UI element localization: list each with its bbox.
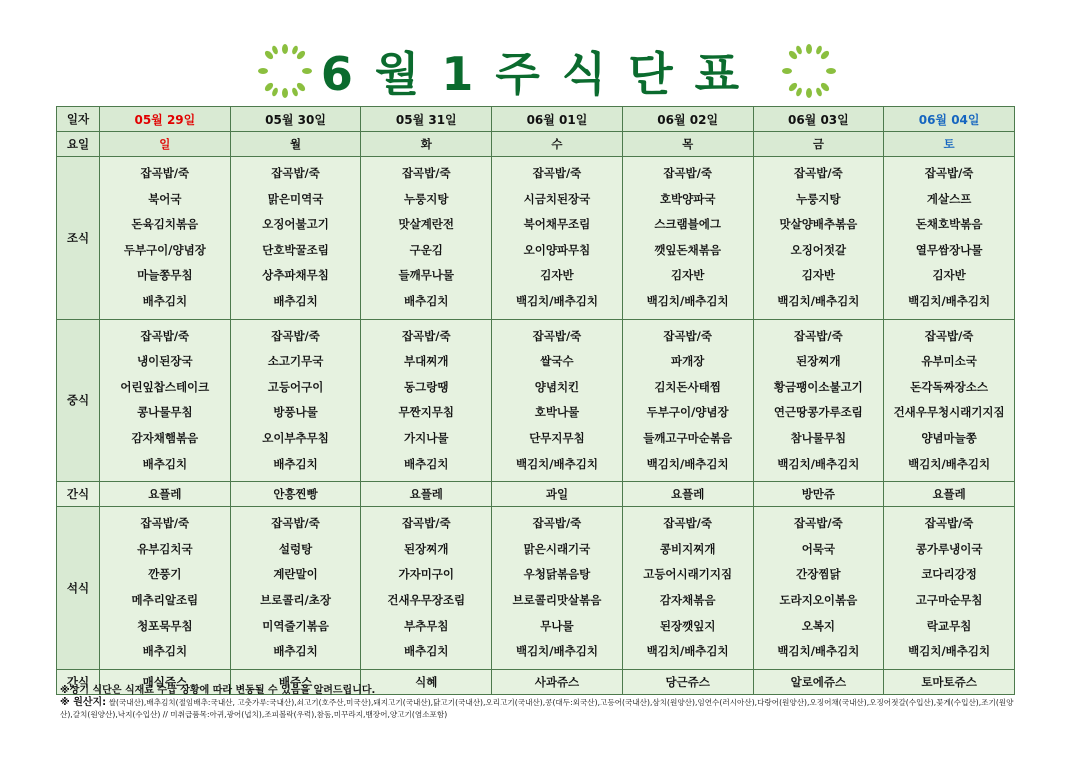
breakfast-day-cell bbox=[492, 157, 623, 320]
menu-item: 배추김치 bbox=[142, 456, 188, 471]
day-cell: 수 bbox=[492, 132, 623, 157]
date-cell: 05월 31일 bbox=[361, 107, 492, 132]
menu-item: 잡곡밥/죽 bbox=[401, 328, 451, 343]
date-cell: 06월 01일 bbox=[492, 107, 623, 132]
menu-item: 백김치/배추김치 bbox=[646, 293, 729, 308]
title-char: 표 bbox=[694, 47, 750, 101]
menu-item: 감자채햄볶음 bbox=[131, 430, 199, 445]
menu-item: 건새우무장조림 bbox=[387, 592, 466, 607]
menu-item: 잡곡밥/죽 bbox=[924, 166, 974, 180]
menu-item: 김자반 bbox=[801, 268, 836, 283]
snack-cell: 식혜 bbox=[361, 669, 492, 694]
menu-item: 잡곡밥/죽 bbox=[271, 166, 320, 180]
menu-item: 콩비지찌개 bbox=[659, 541, 716, 556]
menu-item: 단무지무침 bbox=[529, 430, 585, 445]
snack-cell: 방만쥬 bbox=[753, 482, 884, 507]
menu-item: 무짠지무침 bbox=[398, 405, 455, 420]
snack-cell: 사과쥬스 bbox=[492, 669, 623, 694]
menu-item: 누룽지탕 bbox=[404, 191, 449, 206]
menu-item: 잡곡밥/죽 bbox=[140, 516, 190, 531]
day-row bbox=[57, 132, 1015, 157]
day-cell: 금 bbox=[753, 132, 884, 157]
menu-item: 잡곡밥/죽 bbox=[924, 516, 974, 531]
lunch-row bbox=[57, 319, 1015, 482]
lunch-day-cell bbox=[753, 319, 884, 482]
menu-item: 고구마순무침 bbox=[915, 592, 983, 607]
menu-item: 백김치/배추김치 bbox=[777, 644, 860, 659]
lunch-day-cell bbox=[230, 319, 361, 482]
menu-item: 백김치/배추김치 bbox=[908, 644, 991, 659]
menu-item: 설렁탕 bbox=[278, 541, 313, 556]
menu-item: 백김치/배추김치 bbox=[646, 644, 729, 659]
menu-item: 김자반 bbox=[671, 268, 705, 283]
menu-item: 메추리알조림 bbox=[131, 592, 199, 607]
breakfast-day-cell bbox=[230, 157, 361, 320]
menu-item: 배추김치 bbox=[142, 644, 188, 659]
snack-label: 간식 bbox=[57, 482, 100, 507]
menu-item: 미역줄기볶음 bbox=[262, 618, 329, 633]
menu-item: 북어국 bbox=[148, 191, 182, 206]
menu-item: 백김치/배추김치 bbox=[646, 456, 729, 471]
menu-item: 된장찌개 bbox=[796, 354, 841, 369]
date-cell: 05월 30일 bbox=[230, 107, 361, 132]
menu-item: 유부미소국 bbox=[921, 354, 977, 369]
menu-item: 김치돈사태찜 bbox=[654, 379, 721, 394]
page-title bbox=[0, 38, 1070, 104]
lunch-day-cell bbox=[884, 319, 1015, 482]
menu-item: 간장찜닭 bbox=[796, 567, 841, 582]
menu-item: 백김치/배추김치 bbox=[908, 293, 991, 308]
menu-item: 맛살양배추볶음 bbox=[779, 217, 858, 232]
date-row bbox=[57, 107, 1015, 132]
menu-item: 백김치/배추김치 bbox=[515, 293, 598, 308]
dinner-day-cell bbox=[230, 507, 361, 670]
menu-item: 콩나물무침 bbox=[137, 405, 193, 420]
menu-item: 우청닭볶음탕 bbox=[523, 567, 591, 582]
menu-item: 락교무침 bbox=[926, 618, 972, 633]
menu-item: 잡곡밥/죽 bbox=[401, 166, 451, 180]
dinner-day-cell bbox=[100, 507, 231, 670]
menu-item: 브로콜리맛살볶음 bbox=[512, 592, 602, 607]
menu-item: 오이부추무침 bbox=[262, 430, 329, 445]
snack-cell: 요플레 bbox=[361, 482, 492, 507]
menu-item: 황금팽이소불고기 bbox=[773, 379, 863, 394]
menu-item: 백김치/배추김치 bbox=[515, 644, 598, 659]
menu-item: 파개장 bbox=[671, 354, 705, 369]
breakfast-row bbox=[57, 157, 1015, 320]
menu-item: 잡곡밥/죽 bbox=[271, 328, 320, 343]
day-cell: 토 bbox=[884, 132, 1015, 157]
menu-item: 잡곡밥/죽 bbox=[532, 166, 582, 180]
menu-item: 호박나물 bbox=[534, 405, 580, 420]
origin-text bbox=[60, 697, 1020, 721]
menu-item: 시금치된장국 bbox=[523, 191, 591, 206]
menu-item: 고등어시래기지짐 bbox=[643, 567, 733, 582]
dinner-day-cell bbox=[492, 507, 623, 670]
menu-item: 브로콜리/초장 bbox=[260, 592, 331, 607]
snack-cell: 토마토쥬스 bbox=[884, 669, 1015, 694]
menu-item: 김자반 bbox=[932, 268, 966, 283]
snack-cell: 요플레 bbox=[884, 482, 1015, 507]
menu-item: 가지나물 bbox=[404, 430, 449, 445]
snack-cell: 배쥬스 bbox=[230, 669, 361, 694]
date-cell: 06월 04일 bbox=[884, 107, 1015, 132]
menu-item: 깐풍기 bbox=[148, 567, 182, 582]
menu-item: 호박양파국 bbox=[659, 191, 716, 206]
title-char: 월 bbox=[374, 47, 430, 101]
menu-item: 된장찌개 bbox=[404, 541, 449, 556]
menu-item: 잡곡밥/죽 bbox=[140, 328, 190, 343]
dinner-label: 석식 bbox=[57, 507, 100, 670]
day-cell: 화 bbox=[361, 132, 492, 157]
notice-text: ※상기 식단은 식재료 수급 상황에 따라 변동될 수 있음을 알려드립니다. bbox=[60, 685, 376, 696]
menu-item: 오징어불고기 bbox=[262, 217, 329, 232]
dinner-day-cell bbox=[753, 507, 884, 670]
menu-item: 돈육김치볶음 bbox=[131, 217, 199, 232]
menu-item: 어린잎찹스테이크 bbox=[120, 379, 210, 394]
menu-item: 잡곡밥/죽 bbox=[532, 328, 582, 343]
date-cell: 05월 29일 bbox=[100, 107, 231, 132]
menu-item: 북어채무조림 bbox=[523, 217, 591, 232]
lunch-label: 중식 bbox=[57, 319, 100, 482]
snack-cell: 안흥찐빵 bbox=[230, 482, 361, 507]
snack-cell: 과일 bbox=[492, 482, 623, 507]
snack-cell: 매실쥬스 bbox=[100, 669, 231, 694]
menu-item: 잡곡밥/죽 bbox=[140, 166, 190, 180]
menu-item: 오복지 bbox=[801, 618, 836, 633]
menu-item: 깻잎돈채볶음 bbox=[654, 242, 721, 257]
menu-item: 배추김치 bbox=[273, 644, 318, 659]
menu-item: 마늘쫑무침 bbox=[137, 268, 193, 283]
menu-item: 잡곡밥/죽 bbox=[271, 516, 320, 531]
menu-item: 유부김치국 bbox=[137, 541, 193, 556]
menu-item: 감자채볶음 bbox=[659, 592, 716, 607]
snack-cell: 당근쥬스 bbox=[622, 669, 753, 694]
menu-item: 돈각독짜장소스 bbox=[910, 379, 988, 394]
breakfast-day-cell bbox=[622, 157, 753, 320]
menu-item: 부대찌개 bbox=[404, 354, 449, 369]
menu-item: 동그랑땡 bbox=[404, 379, 449, 394]
menu-item: 두부구이/양념장 bbox=[646, 405, 729, 420]
lunch-day-cell bbox=[492, 319, 623, 482]
origin-detail: 쌀(국내산),배추김치(절임배추:국내산, 고춧가루:국내산),쇠고기(호주산,미국산),돼지고기(국내산),닭고기(국내산),오리고기(국내산),콩(대두:외국산),고등어(국내산),삼치(원양산),임연수(러시아산),다랑어(원양산),오징어채(국내산),오징어젓갈(수입산),꽃게(수입산),조기(원양산),갈치(원양산),낙지(수입산) // 미취급품목:아귀,광어(넙치),조피볼락(우럭),참돔,미꾸라지,뱀장어,양고기(염소포함) bbox=[60, 698, 1014, 719]
breakfast-day-cell bbox=[100, 157, 231, 320]
menu-item: 어묵국 bbox=[801, 541, 836, 556]
dinner-day-cell bbox=[361, 507, 492, 670]
notes bbox=[60, 684, 1020, 721]
menu-item: 잡곡밥/죽 bbox=[794, 516, 843, 531]
menu-item: 배추김치 bbox=[404, 456, 449, 471]
day-cell: 일 bbox=[100, 132, 231, 157]
menu-item: 부추무침 bbox=[404, 618, 449, 633]
menu-item: 게살스프 bbox=[926, 191, 972, 206]
menu-item: 배추김치 bbox=[404, 644, 449, 659]
menu-item: 맛살계란전 bbox=[398, 217, 455, 232]
menu-item: 오이양파무침 bbox=[523, 242, 591, 257]
menu-item: 가자미구이 bbox=[398, 567, 455, 582]
lunch-day-cell bbox=[622, 319, 753, 482]
snack-cell: 요플레 bbox=[100, 482, 231, 507]
menu-item: 배추김치 bbox=[142, 293, 188, 308]
day-label: 요일 bbox=[57, 132, 100, 157]
title-char: 식 bbox=[561, 47, 617, 101]
menu-item: 연근땅콩가루조림 bbox=[773, 405, 863, 420]
menu-item: 돈채호박볶음 bbox=[915, 217, 983, 232]
title-char: 6 bbox=[320, 47, 363, 101]
breakfast-day-cell bbox=[361, 157, 492, 320]
breakfast-day-cell bbox=[753, 157, 884, 320]
lunch-day-cell bbox=[100, 319, 231, 482]
weekly-menu-table bbox=[56, 106, 1015, 695]
menu-item: 냉이된장국 bbox=[137, 354, 193, 369]
menu-item: 잡곡밥/죽 bbox=[794, 166, 843, 180]
menu-item: 참나물무침 bbox=[790, 430, 847, 445]
menu-item: 잡곡밥/죽 bbox=[532, 516, 582, 531]
menu-item: 계란말이 bbox=[273, 567, 318, 582]
menu-item: 배추김치 bbox=[273, 293, 318, 308]
menu-item: 백김치/배추김치 bbox=[515, 456, 598, 471]
snack-label: 간식 bbox=[57, 669, 100, 694]
title-char: 단 bbox=[628, 47, 683, 101]
snack-cell: 알로에쥬스 bbox=[753, 669, 884, 694]
menu-item: 소고기무국 bbox=[267, 354, 324, 369]
day-cell: 목 bbox=[622, 132, 753, 157]
menu-item: 들깨고구마순볶음 bbox=[643, 430, 733, 445]
menu-item: 양념마늘쫑 bbox=[921, 430, 977, 445]
menu-item: 잡곡밥/죽 bbox=[663, 328, 712, 343]
title-char: 1 bbox=[441, 47, 484, 101]
menu-item: 배추김치 bbox=[273, 456, 318, 471]
menu-item: 오징어젓갈 bbox=[790, 242, 847, 257]
menu-item: 단호박꿀조림 bbox=[262, 242, 329, 257]
menu-item: 상추파채무침 bbox=[262, 268, 329, 283]
menu-item: 쌀국수 bbox=[540, 354, 574, 369]
origin-tag: ※ 원산지: bbox=[60, 697, 107, 708]
menu-item: 된장깻잎지 bbox=[659, 618, 716, 633]
menu-item: 고등어구이 bbox=[267, 379, 324, 394]
snack-cell: 요플레 bbox=[622, 482, 753, 507]
menu-item: 배추김치 bbox=[404, 293, 449, 308]
menu-item: 양념치킨 bbox=[534, 379, 580, 394]
menu-item: 누룽지탕 bbox=[796, 191, 841, 206]
lunch-day-cell bbox=[361, 319, 492, 482]
menu-item: 잡곡밥/죽 bbox=[924, 328, 974, 343]
menu-item: 코다리강정 bbox=[921, 567, 977, 582]
menu-item: 김자반 bbox=[540, 268, 574, 283]
menu-item: 구운김 bbox=[409, 242, 443, 257]
date-cell: 06월 02일 bbox=[622, 107, 753, 132]
menu-item: 잡곡밥/죽 bbox=[663, 166, 712, 180]
day-cell: 월 bbox=[230, 132, 361, 157]
menu-item: 청포묵무침 bbox=[137, 618, 193, 633]
menu-item: 스크램블에그 bbox=[654, 217, 721, 232]
menu-item: 들깨무나물 bbox=[398, 268, 455, 283]
menu-item: 두부구이/양념장 bbox=[123, 242, 206, 257]
menu-item: 방풍나물 bbox=[273, 405, 318, 420]
breakfast-day-cell bbox=[884, 157, 1015, 320]
menu-item: 잡곡밥/죽 bbox=[401, 516, 451, 531]
menu-item: 열무쌈장나물 bbox=[915, 242, 983, 257]
breakfast-label: 조식 bbox=[57, 157, 100, 320]
menu-item: 맑은미역국 bbox=[267, 191, 324, 206]
menu-item: 백김치/배추김치 bbox=[777, 456, 860, 471]
menu-item: 건새우무청시래기지짐 bbox=[893, 405, 1005, 420]
dinner-day-cell bbox=[884, 507, 1015, 670]
menu-item: 잡곡밥/죽 bbox=[794, 328, 843, 343]
snack1-row bbox=[57, 482, 1015, 507]
title-char: 주 bbox=[495, 47, 550, 101]
dinner-row bbox=[57, 507, 1015, 670]
menu-item: 무나물 bbox=[540, 618, 574, 633]
menu-item: 백김치/배추김치 bbox=[908, 456, 991, 471]
menu-item: 콩가루냉이국 bbox=[915, 541, 983, 556]
menu-item: 잡곡밥/죽 bbox=[663, 516, 712, 531]
date-label: 일자 bbox=[57, 107, 100, 132]
date-cell: 06월 03일 bbox=[753, 107, 884, 132]
menu-item: 맑은시래기국 bbox=[523, 541, 591, 556]
menu-item: 도라지오이볶음 bbox=[779, 592, 858, 607]
dinner-day-cell bbox=[622, 507, 753, 670]
menu-item: 백김치/배추김치 bbox=[777, 293, 860, 308]
